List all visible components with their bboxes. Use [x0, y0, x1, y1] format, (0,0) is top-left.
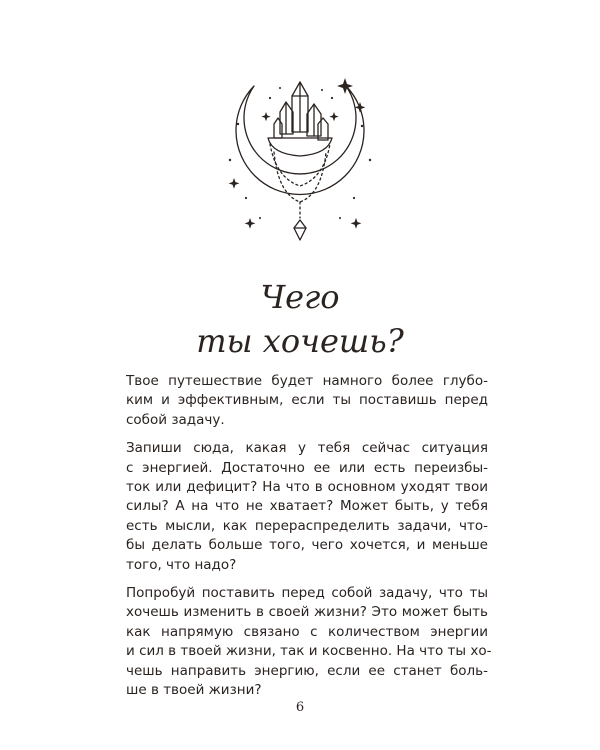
- text-line: ше в твоей жизни?: [126, 682, 262, 699]
- text-line: чешь направить энергию, если ее станет боль-: [126, 662, 488, 679]
- text-line: ким и эффективным, если ты поставишь перед: [126, 392, 488, 409]
- text-line: с энергией. Достаточно ее или есть переизбы-: [126, 459, 488, 476]
- text-line: есть мысли, как перераспределить задачи, что-: [126, 517, 488, 534]
- paragraph-2: [126, 439, 488, 575]
- page-number: 6: [295, 700, 305, 715]
- text-line: Запиши сюда, какая у тебя сейчас ситуация: [126, 440, 488, 457]
- text-line: хочешь изменить в своей жизни? Это может быть: [126, 604, 488, 621]
- body-text: [126, 372, 492, 710]
- paragraph-1: [126, 372, 488, 430]
- title-line-1: Чего: [260, 278, 340, 316]
- page-title: [0, 275, 600, 363]
- text-line: силы? А на что не хватает? Может быть, у тебя: [126, 498, 488, 515]
- text-line: бы делать больше того, чего хочется, и меньше: [126, 537, 488, 554]
- paragraph-3: [126, 584, 492, 700]
- text-line: Твое путешествие будет намного более глубо-: [126, 373, 488, 389]
- text-line: Попробуй поставить перед собой задачу, что ты: [126, 585, 488, 602]
- text-line: и сил в твоей жизни, так и косвенно. На что ты хо-: [126, 643, 492, 660]
- title-line-2: ты хочешь?: [196, 322, 404, 360]
- crescent-moon-crystal-icon: [210, 68, 390, 258]
- text-line: как напрямую связано с количеством энергии: [126, 623, 488, 640]
- text-line: того, что надо?: [126, 556, 237, 573]
- text-line: ток или дефицит? На что в основном уходят твои: [126, 479, 488, 496]
- text-line: собой задачу.: [126, 411, 225, 428]
